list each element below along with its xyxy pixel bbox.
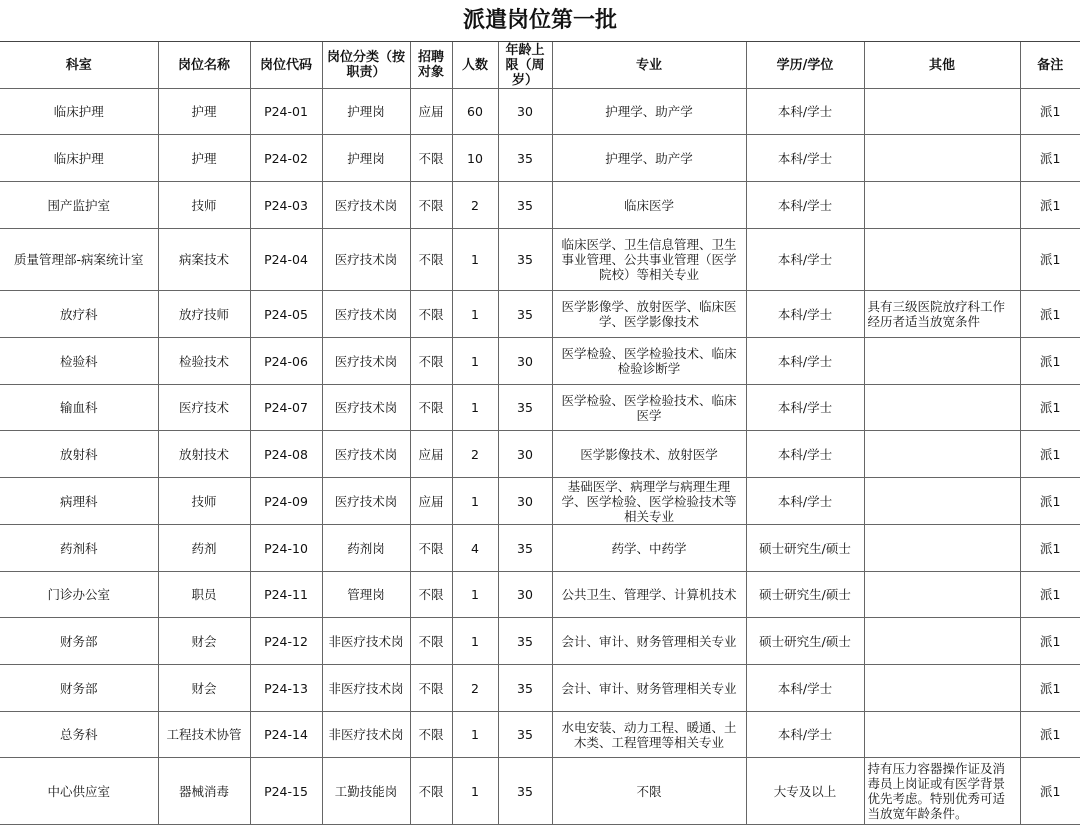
cell-education: 本科/学士 [746, 665, 864, 712]
cell-remark: 派1 [1020, 338, 1080, 385]
cell-department: 放射科 [0, 431, 158, 478]
cell-position-name: 放射技术 [158, 431, 250, 478]
cell-position-code: P24-06 [250, 338, 322, 385]
cell-remark: 派1 [1020, 525, 1080, 572]
table-row [0, 338, 1080, 385]
cell-age-limit: 35 [498, 291, 552, 338]
cell-position-code: P24-05 [250, 291, 322, 338]
cell-recruit-target: 应届 [410, 478, 452, 525]
cell-department: 临床护理 [0, 89, 158, 135]
table-row [0, 385, 1080, 431]
cell-age-limit: 30 [498, 338, 552, 385]
cell-remark: 派1 [1020, 712, 1080, 758]
cell-position-name: 医疗技术 [158, 385, 250, 431]
cell-position-code: P24-14 [250, 712, 322, 758]
cell-department: 围产监护室 [0, 182, 158, 229]
cell-recruit-target: 不限 [410, 665, 452, 712]
table-row [0, 89, 1080, 135]
cell-headcount: 1 [452, 291, 498, 338]
cell-major: 护理学、助产学 [552, 135, 746, 182]
cell-recruit-target: 不限 [410, 135, 452, 182]
cell-position-category: 医疗技术岗 [322, 338, 410, 385]
cell-other [864, 385, 1020, 431]
cell-remark: 派1 [1020, 135, 1080, 182]
cell-other [864, 182, 1020, 229]
cell-major: 会计、审计、财务管理相关专业 [552, 665, 746, 712]
cell-department: 放疗科 [0, 291, 158, 338]
cell-other [864, 478, 1020, 525]
cell-position-code: P24-09 [250, 478, 322, 525]
cell-other [864, 135, 1020, 182]
cell-headcount: 1 [452, 712, 498, 758]
cell-recruit-target: 不限 [410, 572, 452, 618]
table-row [0, 572, 1080, 618]
cell-other [864, 618, 1020, 665]
header-other: 其他 [864, 42, 1020, 89]
cell-headcount: 2 [452, 665, 498, 712]
positions-table [0, 42, 1080, 825]
cell-major: 临床医学 [552, 182, 746, 229]
cell-other [864, 89, 1020, 135]
cell-education: 本科/学士 [746, 291, 864, 338]
table-row [0, 135, 1080, 182]
table-row [0, 431, 1080, 478]
cell-major: 基础医学、病理学与病理生理学、医学检验、医学检验技术等相关专业 [552, 478, 746, 525]
cell-department: 门诊办公室 [0, 572, 158, 618]
cell-major: 医学影像技术、放射医学 [552, 431, 746, 478]
cell-age-limit: 35 [498, 182, 552, 229]
table-row [0, 525, 1080, 572]
cell-other: 具有三级医院放疗科工作经历者适当放宽条件 [864, 291, 1020, 338]
cell-age-limit: 35 [498, 135, 552, 182]
cell-position-category: 工勤技能岗 [322, 758, 410, 825]
cell-education: 本科/学士 [746, 89, 864, 135]
cell-major: 公共卫生、管理学、计算机技术 [552, 572, 746, 618]
header-major: 专业 [552, 42, 746, 89]
cell-remark: 派1 [1020, 182, 1080, 229]
cell-department: 输血科 [0, 385, 158, 431]
cell-age-limit: 35 [498, 665, 552, 712]
cell-education: 本科/学士 [746, 135, 864, 182]
cell-education: 硕士研究生/硕士 [746, 618, 864, 665]
cell-recruit-target: 应届 [410, 89, 452, 135]
cell-headcount: 1 [452, 618, 498, 665]
cell-position-category: 医疗技术岗 [322, 478, 410, 525]
cell-position-code: P24-15 [250, 758, 322, 825]
cell-recruit-target: 不限 [410, 525, 452, 572]
cell-headcount: 2 [452, 431, 498, 478]
cell-position-name: 护理 [158, 89, 250, 135]
header-position-name: 岗位名称 [158, 42, 250, 89]
table-row [0, 182, 1080, 229]
cell-age-limit: 30 [498, 89, 552, 135]
header-age-limit: 年龄上限（周岁） [498, 42, 552, 89]
cell-recruit-target: 不限 [410, 338, 452, 385]
cell-education: 本科/学士 [746, 431, 864, 478]
cell-department: 药剂科 [0, 525, 158, 572]
cell-department: 病理科 [0, 478, 158, 525]
cell-department: 临床护理 [0, 135, 158, 182]
cell-education: 本科/学士 [746, 229, 864, 291]
page-title: 派遣岗位第一批 [0, 0, 1080, 42]
cell-remark: 派1 [1020, 478, 1080, 525]
cell-age-limit: 30 [498, 572, 552, 618]
cell-remark: 派1 [1020, 431, 1080, 478]
cell-education: 硕士研究生/硕士 [746, 572, 864, 618]
cell-position-name: 病案技术 [158, 229, 250, 291]
cell-major: 医学检验、医学检验技术、临床医学 [552, 385, 746, 431]
cell-recruit-target: 不限 [410, 712, 452, 758]
cell-position-category: 非医疗技术岗 [322, 665, 410, 712]
header-department: 科室 [0, 42, 158, 89]
cell-position-name: 技师 [158, 182, 250, 229]
cell-position-category: 医疗技术岗 [322, 182, 410, 229]
cell-department: 中心供应室 [0, 758, 158, 825]
cell-position-category: 医疗技术岗 [322, 229, 410, 291]
cell-position-name: 职员 [158, 572, 250, 618]
cell-position-name: 检验技术 [158, 338, 250, 385]
cell-position-name: 财会 [158, 618, 250, 665]
cell-position-category: 医疗技术岗 [322, 385, 410, 431]
cell-age-limit: 35 [498, 525, 552, 572]
cell-position-name: 工程技术协管 [158, 712, 250, 758]
cell-education: 硕士研究生/硕士 [746, 525, 864, 572]
cell-position-name: 财会 [158, 665, 250, 712]
cell-major: 临床医学、卫生信息管理、卫生事业管理、公共事业管理（医学院校）等相关专业 [552, 229, 746, 291]
table-row [0, 478, 1080, 525]
cell-recruit-target: 不限 [410, 758, 452, 825]
cell-position-name: 技师 [158, 478, 250, 525]
cell-position-category: 非医疗技术岗 [322, 712, 410, 758]
cell-recruit-target: 应届 [410, 431, 452, 478]
cell-position-code: P24-13 [250, 665, 322, 712]
cell-other: 持有压力容器操作证及消毒员上岗证或有医学背景优先考虑。特别优秀可适当放宽年龄条件。 [864, 758, 1020, 825]
cell-education: 大专及以上 [746, 758, 864, 825]
table-row [0, 618, 1080, 665]
cell-major: 会计、审计、财务管理相关专业 [552, 618, 746, 665]
table-row [0, 712, 1080, 758]
cell-other [864, 712, 1020, 758]
cell-position-category: 非医疗技术岗 [322, 618, 410, 665]
cell-position-code: P24-10 [250, 525, 322, 572]
cell-department: 检验科 [0, 338, 158, 385]
cell-age-limit: 35 [498, 758, 552, 825]
cell-remark: 派1 [1020, 758, 1080, 825]
cell-position-code: P24-07 [250, 385, 322, 431]
cell-other [864, 338, 1020, 385]
cell-age-limit: 35 [498, 618, 552, 665]
cell-recruit-target: 不限 [410, 291, 452, 338]
cell-position-code: P24-02 [250, 135, 322, 182]
cell-major: 护理学、助产学 [552, 89, 746, 135]
cell-recruit-target: 不限 [410, 385, 452, 431]
header-education: 学历/学位 [746, 42, 864, 89]
cell-headcount: 2 [452, 182, 498, 229]
cell-department: 财务部 [0, 618, 158, 665]
cell-major: 医学检验、医学检验技术、临床检验诊断学 [552, 338, 746, 385]
cell-headcount: 1 [452, 385, 498, 431]
cell-education: 本科/学士 [746, 478, 864, 525]
cell-position-code: P24-04 [250, 229, 322, 291]
cell-position-name: 护理 [158, 135, 250, 182]
cell-major: 医学影像学、放射医学、临床医学、医学影像技术 [552, 291, 746, 338]
cell-position-code: P24-01 [250, 89, 322, 135]
cell-age-limit: 30 [498, 478, 552, 525]
table-header-row [0, 42, 1080, 89]
cell-major: 药学、中药学 [552, 525, 746, 572]
cell-remark: 派1 [1020, 572, 1080, 618]
cell-age-limit: 35 [498, 385, 552, 431]
cell-position-name: 放疗技师 [158, 291, 250, 338]
cell-education: 本科/学士 [746, 338, 864, 385]
cell-position-name: 药剂 [158, 525, 250, 572]
cell-position-category: 医疗技术岗 [322, 431, 410, 478]
header-position-code: 岗位代码 [250, 42, 322, 89]
header-remark: 备注 [1020, 42, 1080, 89]
header-position-category: 岗位分类（按职责） [322, 42, 410, 89]
cell-remark: 派1 [1020, 229, 1080, 291]
cell-headcount: 4 [452, 525, 498, 572]
cell-age-limit: 35 [498, 712, 552, 758]
cell-education: 本科/学士 [746, 182, 864, 229]
cell-remark: 派1 [1020, 385, 1080, 431]
cell-recruit-target: 不限 [410, 618, 452, 665]
cell-position-category: 医疗技术岗 [322, 291, 410, 338]
cell-position-category: 护理岗 [322, 89, 410, 135]
cell-headcount: 1 [452, 758, 498, 825]
cell-position-category: 药剂岗 [322, 525, 410, 572]
cell-position-code: P24-08 [250, 431, 322, 478]
table-row [0, 665, 1080, 712]
cell-other [864, 665, 1020, 712]
table-row [0, 229, 1080, 291]
header-headcount: 人数 [452, 42, 498, 89]
cell-age-limit: 30 [498, 431, 552, 478]
cell-headcount: 1 [452, 572, 498, 618]
cell-headcount: 60 [452, 89, 498, 135]
cell-remark: 派1 [1020, 291, 1080, 338]
cell-recruit-target: 不限 [410, 229, 452, 291]
cell-department: 质量管理部-病案统计室 [0, 229, 158, 291]
cell-position-code: P24-12 [250, 618, 322, 665]
cell-other [864, 525, 1020, 572]
cell-education: 本科/学士 [746, 385, 864, 431]
table-row [0, 758, 1080, 825]
cell-position-category: 护理岗 [322, 135, 410, 182]
cell-major: 不限 [552, 758, 746, 825]
cell-remark: 派1 [1020, 618, 1080, 665]
cell-remark: 派1 [1020, 665, 1080, 712]
cell-position-category: 管理岗 [322, 572, 410, 618]
cell-remark: 派1 [1020, 89, 1080, 135]
cell-other [864, 572, 1020, 618]
cell-other [864, 431, 1020, 478]
cell-position-code: P24-11 [250, 572, 322, 618]
cell-position-code: P24-03 [250, 182, 322, 229]
cell-education: 本科/学士 [746, 712, 864, 758]
cell-headcount: 1 [452, 229, 498, 291]
cell-position-name: 器械消毒 [158, 758, 250, 825]
cell-headcount: 1 [452, 478, 498, 525]
cell-department: 总务科 [0, 712, 158, 758]
header-recruit-target: 招聘对象 [410, 42, 452, 89]
cell-headcount: 1 [452, 338, 498, 385]
cell-other [864, 229, 1020, 291]
cell-age-limit: 35 [498, 229, 552, 291]
table-row [0, 291, 1080, 338]
cell-department: 财务部 [0, 665, 158, 712]
cell-major: 水电安装、动力工程、暖通、土木类、工程管理等相关专业 [552, 712, 746, 758]
cell-headcount: 10 [452, 135, 498, 182]
cell-recruit-target: 不限 [410, 182, 452, 229]
